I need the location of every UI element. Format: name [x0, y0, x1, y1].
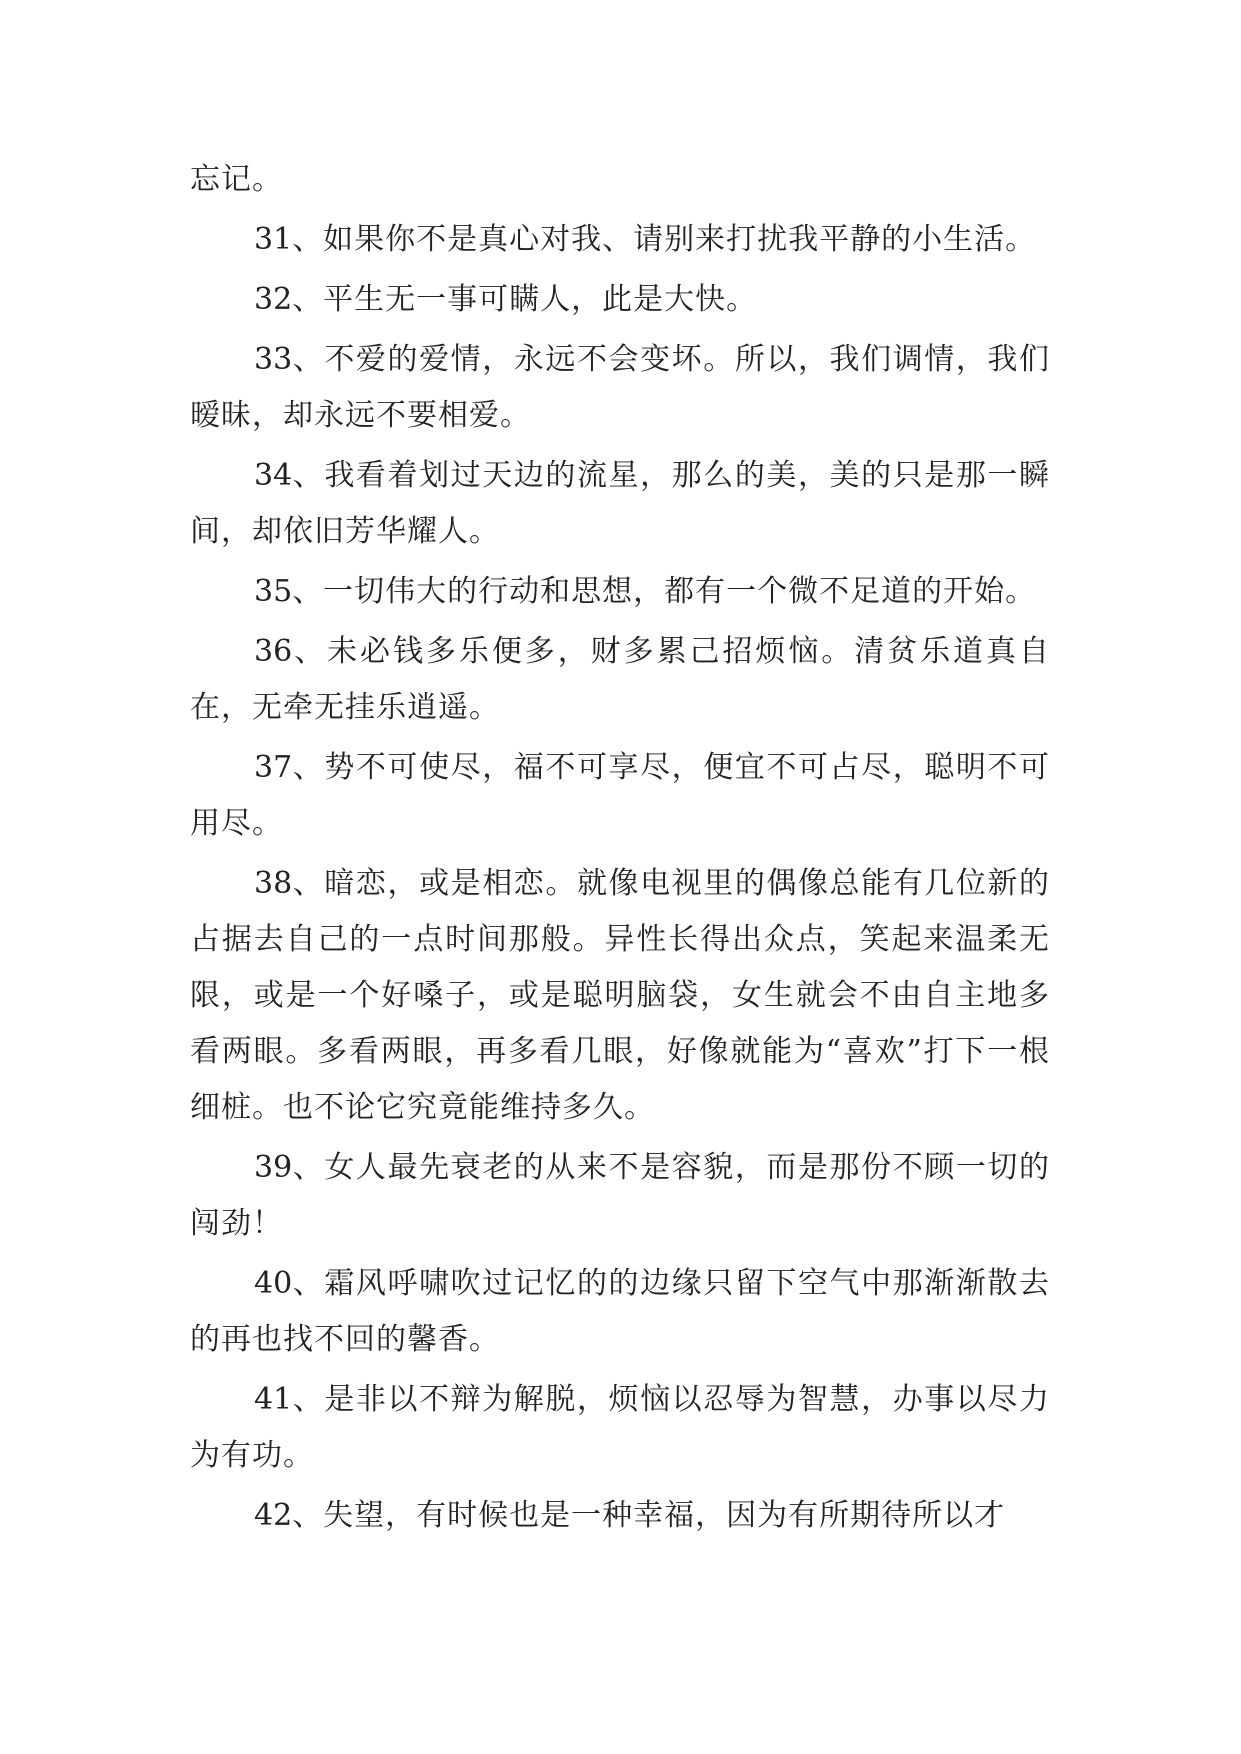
item-text: 、未必钱多乐便多，财多累己招烦恼。清贫乐道真自在，无牵无挂乐逍遥。: [190, 634, 1050, 725]
continuation-text: 忘记。: [190, 162, 283, 197]
list-item: [190, 272, 1050, 328]
item-number: 33: [254, 342, 293, 377]
list-item: [190, 332, 1050, 444]
item-number: 32: [254, 282, 293, 317]
item-text: 、女人最先衰老的从来不是容貌，而是那份不顾一切的闯劲！: [190, 1150, 1050, 1241]
item-number: 34: [254, 458, 293, 493]
item-text: 、暗恋，或是相恋。就像电视里的偶像总能有几位新的占据去自己的一点时间那般。异性长得出众点，笑起来温柔无限，或是一个好嗓子，或是聪明脑袋，女生就会不由自主地多看两眼。多看两眼，再多看几眼，好像就能为“喜欢”打下一根细桩。也不论它究竟能维持多久。: [190, 866, 1050, 1125]
list-item: [190, 564, 1050, 620]
item-number: 35: [254, 574, 293, 609]
list-item: [190, 448, 1050, 560]
item-text: 、如果你不是真心对我、请别来打扰我平静的小生活。: [292, 222, 1037, 257]
item-text: 、一切伟大的行动和思想，都有一个微不足道的开始。: [292, 574, 1037, 609]
list-item: [190, 212, 1050, 268]
item-text: 、失望，有时候也是一种幸福，因为有所期待所以才: [292, 1498, 1006, 1533]
item-text: 、是非以不辩为解脱，烦恼以忍辱为智慧，办事以尽力为有功。: [190, 1382, 1050, 1473]
item-number: 39: [254, 1150, 293, 1185]
item-number: 40: [254, 1266, 293, 1301]
list-item: [190, 1256, 1050, 1368]
document-page: [190, 152, 1050, 1548]
item-number: 41: [254, 1382, 293, 1417]
item-number: 36: [254, 634, 293, 669]
list-item: [190, 740, 1050, 852]
item-number: 31: [254, 222, 293, 257]
item-text: 、我看着划过天边的流星，那么的美，美的只是那一瞬间，却依旧芳华耀人。: [190, 458, 1050, 549]
item-number: 42: [254, 1498, 293, 1533]
item-number: 38: [254, 866, 293, 901]
item-text: 、平生无一事可瞒人，此是大快。: [292, 282, 758, 317]
list-item: [190, 624, 1050, 736]
list-item: [190, 1488, 1050, 1544]
list-item: [190, 1372, 1050, 1484]
item-number: 37: [254, 750, 293, 785]
item-text: 、势不可使尽，福不可享尽，便宜不可占尽，聪明不可用尽。: [190, 750, 1050, 841]
item-text: 、霜风呼啸吹过记忆的的边缘只留下空气中那渐渐散去的再也找不回的馨香。: [190, 1266, 1050, 1357]
list-item: [190, 856, 1050, 1136]
list-item: [190, 1140, 1050, 1252]
item-text: 、不爱的爱情，永远不会变坏。所以，我们调情，我们暧昧，却永远不要相爱。: [190, 342, 1050, 433]
